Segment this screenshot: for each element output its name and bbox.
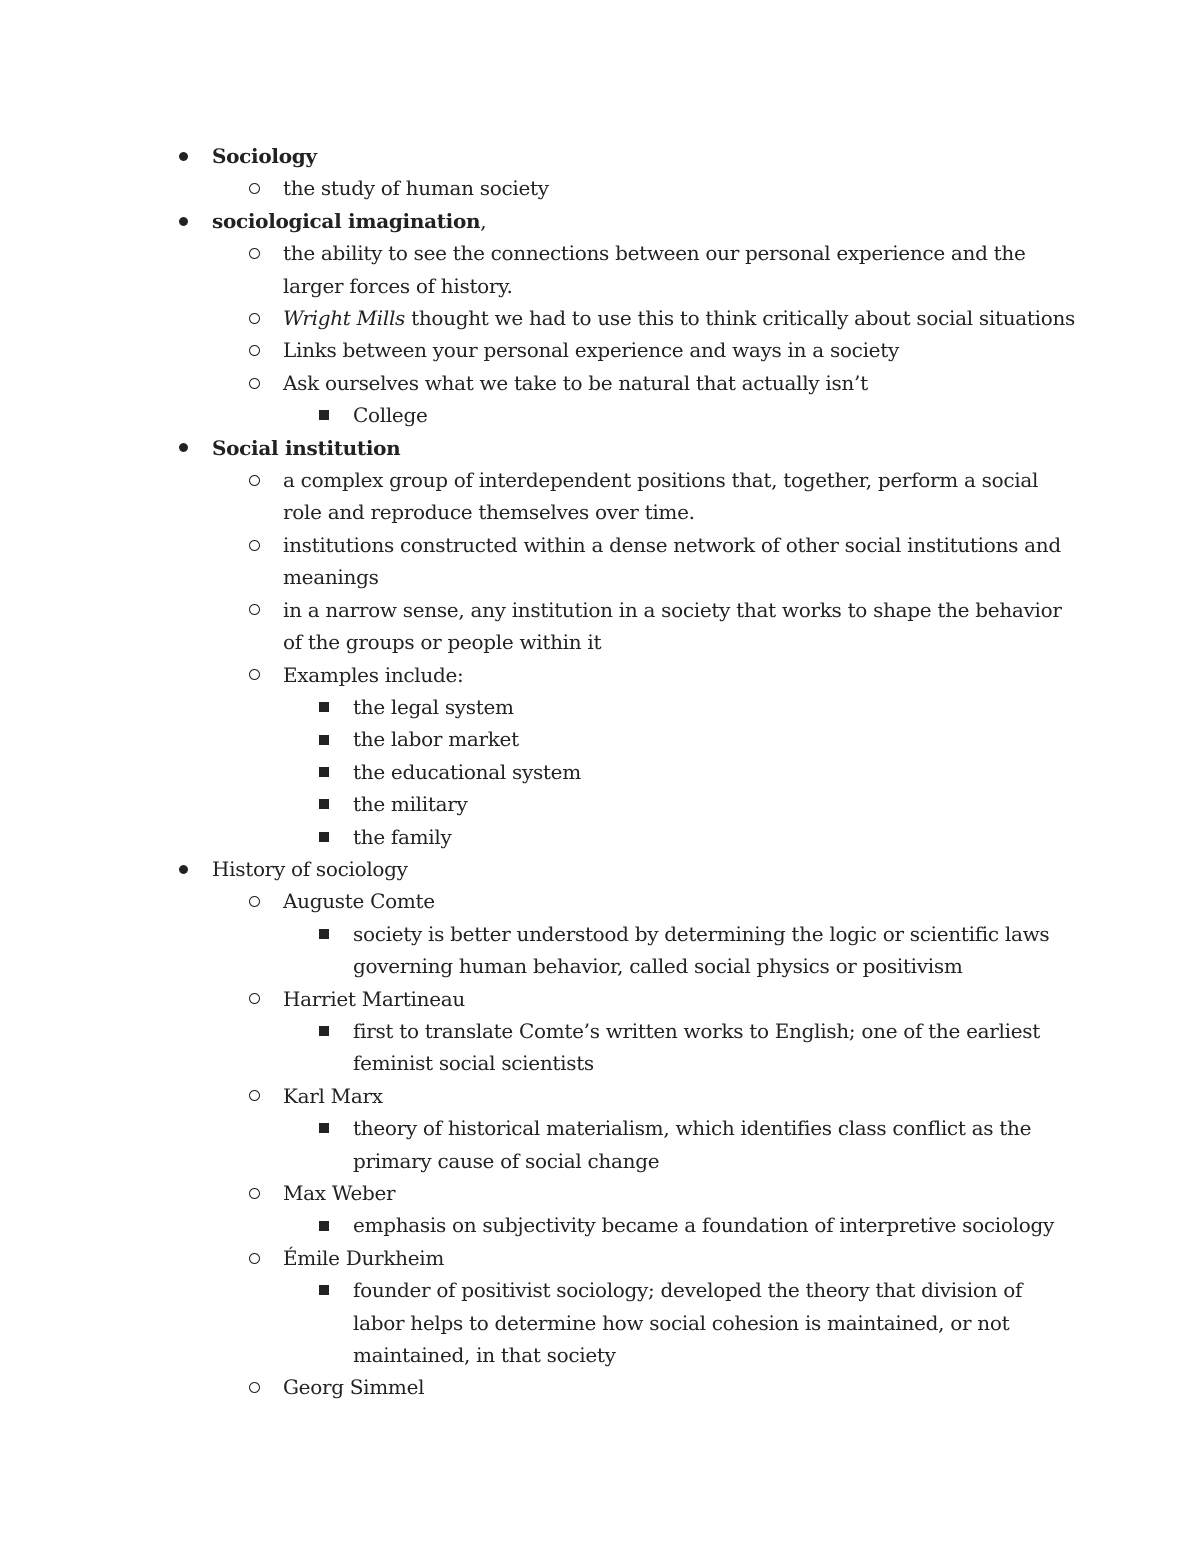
ask-text: Ask ourselves what we take to be natural that actually isn’t — [283, 370, 868, 395]
bullet-square-icon — [319, 691, 329, 723]
list-item — [175, 756, 1075, 788]
person-note: founder of positivist sociology; developed the theory that division of labor helps to determine how social cohesion is maintained, or not maintained, in that society — [353, 1278, 1023, 1368]
bullet-square-icon — [319, 1209, 329, 1241]
mills-text: thought we had to use this to think critically about social situations — [405, 306, 1076, 331]
bullet-circle-icon — [249, 1371, 260, 1403]
bullet-square-icon — [319, 1274, 329, 1306]
bullet-circle-icon — [249, 1177, 260, 1209]
bullet-square-icon — [319, 918, 329, 950]
list-item — [175, 691, 1075, 723]
list-item — [175, 788, 1075, 820]
bullet-circle-icon — [249, 334, 260, 366]
bullet-circle-icon — [249, 659, 260, 691]
bullet-circle-icon — [249, 237, 260, 269]
list-item — [175, 821, 1075, 853]
list-item — [175, 1015, 1075, 1080]
person-name: Georg Simmel — [283, 1375, 425, 1400]
list-item — [175, 1242, 1075, 1274]
bullet-circle-icon — [249, 1242, 260, 1274]
person-name: Émile Durkheim — [283, 1245, 445, 1270]
term-social-institution: Social institution — [212, 435, 401, 460]
bullet-circle-icon — [249, 594, 260, 626]
term-suffix: , — [480, 208, 487, 233]
bullet-circle-icon — [249, 302, 260, 334]
list-item — [175, 918, 1075, 983]
person-note: theory of historical materialism, which identifies class conflict as the primary cause of social change — [353, 1116, 1032, 1173]
outline — [175, 140, 1075, 1404]
person-name: Auguste Comte — [283, 889, 435, 914]
bullet-square-icon — [319, 399, 329, 431]
examples-label: Examples include: — [283, 662, 464, 687]
bullet-disc-icon — [179, 205, 188, 237]
person-note: first to translate Comte’s written works to English; one of the earliest feminist social scientists — [353, 1018, 1040, 1076]
history-title: History of sociology — [212, 856, 408, 881]
list-item-sociological-imagination — [175, 205, 1075, 237]
bullet-square-icon — [319, 756, 329, 788]
person-name-wright-mills: Wright Mills — [283, 306, 406, 331]
list-item — [175, 723, 1075, 755]
example-item: the labor market — [353, 727, 519, 752]
term-sociology: Sociology — [212, 144, 317, 168]
list-item — [175, 1112, 1075, 1177]
bullet-square-icon — [319, 1015, 329, 1047]
bullet-square-icon — [319, 788, 329, 820]
person-name: Max Weber — [283, 1181, 396, 1205]
person-note: emphasis on subjectivity became a foundation of interpretive sociology — [353, 1213, 1054, 1238]
list-item — [175, 1274, 1075, 1371]
list-item — [175, 399, 1075, 431]
bullet-square-icon — [319, 1112, 329, 1144]
list-item — [175, 594, 1075, 659]
bullet-circle-icon — [249, 885, 260, 917]
list-item — [175, 367, 1075, 399]
bullet-square-icon — [319, 821, 329, 853]
definition-social-institution: a complex group of interdependent positions that, together, perform a social role and reproduce themselves over time. — [283, 468, 1039, 525]
list-item-sociology — [175, 140, 1075, 172]
person-name: Harriet Martineau — [283, 986, 465, 1011]
bullet-circle-icon — [249, 983, 260, 1015]
definition-sociology: the study of human society — [283, 176, 549, 201]
list-item — [175, 1371, 1075, 1403]
bullet-circle-icon — [249, 529, 260, 561]
narrow-sense-text: in a narrow sense, any institution in a society that works to shape the behavior of the groups or people within it — [283, 597, 1062, 655]
constructed-text: institutions constructed within a dense network of other social institutions and meanings — [283, 532, 1061, 590]
list-item — [175, 1177, 1075, 1209]
bullet-circle-icon — [249, 464, 260, 496]
list-item — [175, 529, 1075, 594]
college-text: College — [353, 403, 428, 428]
bullet-disc-icon — [179, 432, 188, 464]
example-item: the legal system — [353, 694, 514, 719]
example-item: the family — [353, 824, 452, 849]
list-item-history — [175, 853, 1075, 885]
person-note: society is better understood by determining the logic or scientific laws governing human behavior, called social physics or positivism — [353, 921, 1050, 979]
list-item — [175, 464, 1075, 529]
list-item — [175, 237, 1075, 302]
bullet-disc-icon — [179, 853, 188, 885]
list-item — [175, 885, 1075, 917]
bullet-circle-icon — [249, 367, 260, 399]
list-item — [175, 302, 1075, 334]
person-name: Karl Marx — [283, 1083, 383, 1108]
links-text: Links between your personal experience and ways in a society — [283, 338, 899, 363]
definition-sociological-imagination: the ability to see the connections between our personal experience and the larger forces of history. — [283, 241, 1026, 298]
list-item-social-institution — [175, 432, 1075, 464]
list-item — [175, 172, 1075, 204]
bullet-circle-icon — [249, 172, 260, 204]
list-item — [175, 983, 1075, 1015]
list-item — [175, 334, 1075, 366]
bullet-circle-icon — [249, 1080, 260, 1112]
bullet-square-icon — [319, 723, 329, 755]
example-item: the educational system — [353, 759, 581, 784]
bullet-disc-icon — [179, 140, 188, 172]
example-item: the military — [353, 792, 468, 817]
list-item — [175, 1209, 1075, 1241]
term-sociological-imagination: sociological imagination — [212, 208, 481, 233]
list-item — [175, 659, 1075, 691]
list-item — [175, 1080, 1075, 1112]
